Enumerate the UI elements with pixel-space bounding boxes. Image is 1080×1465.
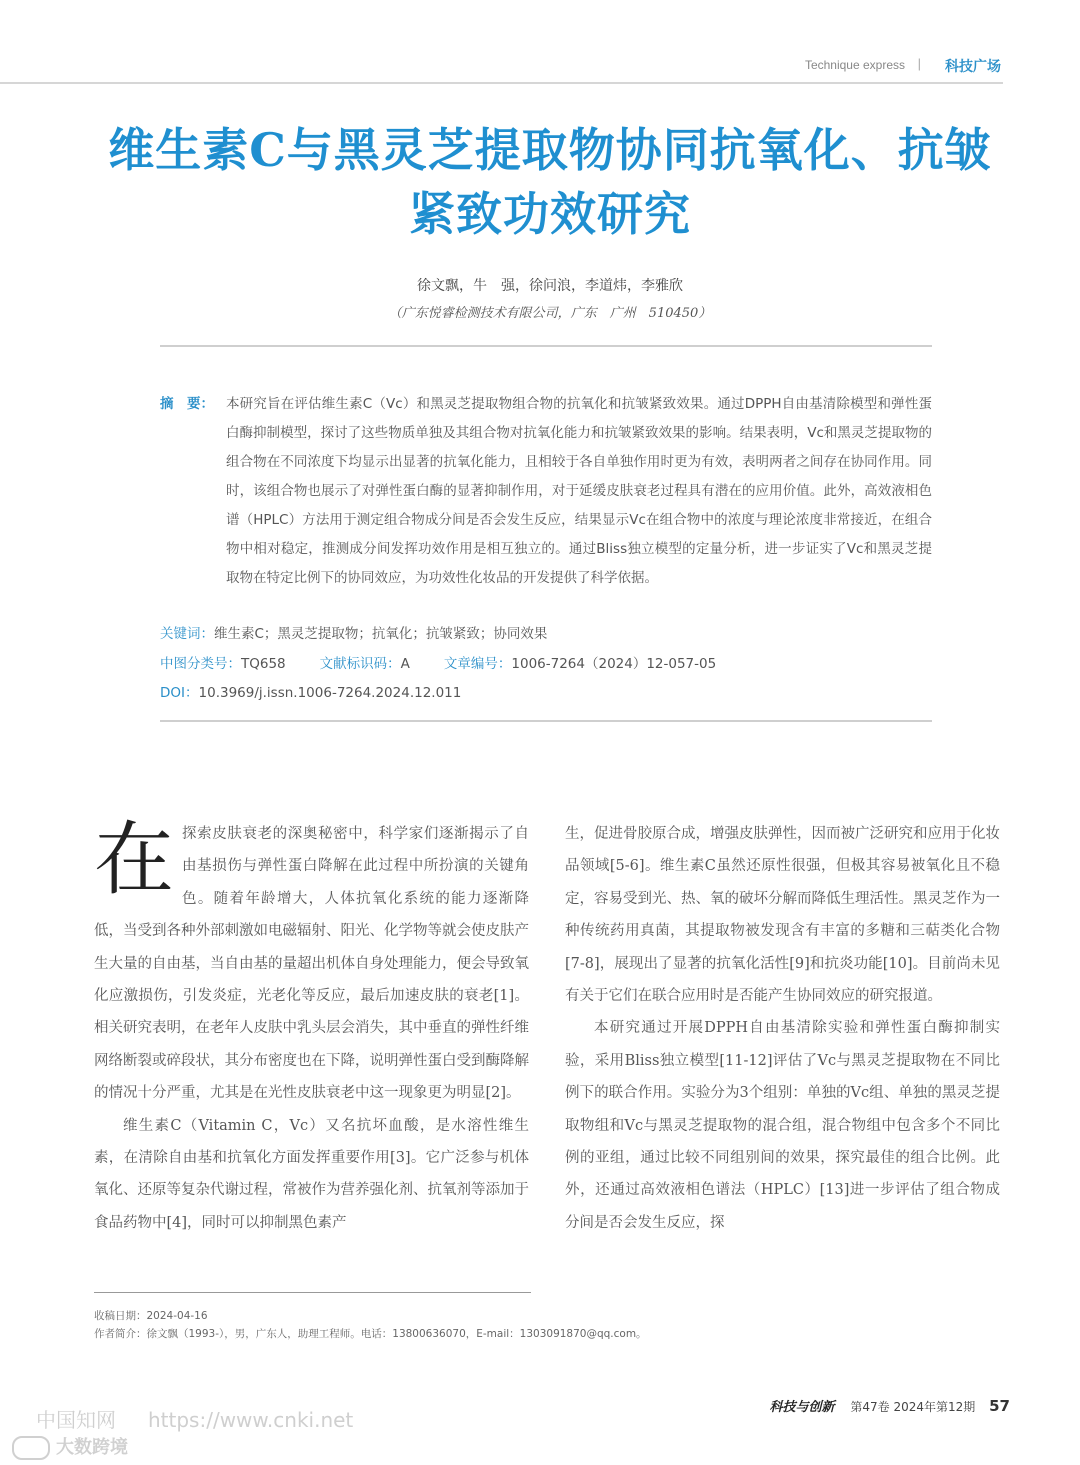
brand-logo-icon [12,1436,50,1460]
page-footer [770,1396,1010,1415]
doi-line [160,681,461,701]
body-column-right [565,818,1000,1239]
clc-label: 中图分类号： [160,656,241,672]
article-number-value: 1006-7264（2024）12-057-05 [511,656,717,672]
footnote-received: 收稿日期：2024-04-16 [94,1310,208,1322]
doc-code-value: A [400,656,410,672]
doi-value[interactable]: 10.3969/j.issn.1006-7264.2024.12.011 [198,685,462,701]
footnote-author: 作者简介：徐文飘（1993-），男，广东人，助理工程师。电话：13800636070，E-mail：1303091870@qq.com。 [94,1328,647,1340]
header-rule [0,82,1003,84]
header-separator: | [917,56,921,71]
drop-cap: 在 [94,813,174,906]
keywords-label: 关键词： [160,626,214,642]
body-paragraph: 生，促进骨胶原合成，增强皮肤弹性，因而被广泛研究和应用于化妆品领域[5-6]。维生素C虽然还原性很强，但极其容易被氧化且不稳定，容易受到光、热、氧的破坏分解而降低生理活性。黑灵芝作为一种传统药用真菌，其提取物被发现含有丰富的多糖和三萜类化合物[7-8]，展现出了显著的抗氧化活性[9]和抗炎功能[10]。目前尚未见有关于它们在联合应用时是否能产生协同效应的研究报道。 [565,826,1000,1005]
watermark-brand [12,1433,128,1460]
keywords [160,622,547,642]
clc-value: TQ658 [241,656,286,672]
title-line-2: 紧致功效研究 [409,187,691,241]
doi-label: DOI： [160,685,199,701]
title-line-1: 维生素C与黑灵芝提取物协同抗氧化、抗皱 [108,123,992,177]
affiliation: （广东悦睿检测技术有限公司，广东 广州 510450） [388,306,712,321]
journal-issue: 2024年第12期 [893,1400,976,1414]
abstract-text: 本研究旨在评估维生素C（Vc）和黑灵芝提取物组合物的抗氧化和抗皱紧致效果。通过DPPH自由基清除模型和弹性蛋白酶抑制模型，探讨了这些物质单独及其组合物对抗氧化能力和抗皱紧致效果的影响。结果表明，Vc和黑灵芝提取物的组合物在不同浓度下均显示出显著的抗氧化能力，且相较于各自单独作用时更为有效，表明两者之间存在协同作用。同时，该组合物也展示了对弹性蛋白酶的显著抑制作用，对于延缓皮肤衰老过程具有潜在的应用价值。此外，高效液相色谱（HPLC）方法用于测定组合物成分间是否会发生反应，结果显示Vc在组合物中的浓度与理论浓度非常接近，在组合物中相对稳定，推测成分间发挥功效作用是相互独立的。通过Bliss独立模型的定量分析，进一步证实了Vc和黑灵芝提取物在特定比例下的协同效应，为功效性化妆品的开发提供了科学依据。 [226,396,932,586]
header-section: 科技广场 [945,59,1001,75]
paper-title [60,118,1040,246]
brand-text: 大数跨境 [56,1437,128,1458]
keywords-text: 维生素C；黑灵芝提取物；抗氧化；抗皱紧致；协同效果 [214,626,548,642]
header-english: Technique express [804,58,905,72]
footnote-rule [94,1292,531,1293]
body-paragraph [94,813,529,1110]
body-paragraph: 维生素C（Vitamin C，Vc）又名抗坏血酸，是水溶性维生素，在清除自由基和抗氧化方面发挥重要作用[3]。它广泛参与机体氧化、还原等复杂代谢过程，常被作为营养强化剂、抗氧剂等添加于食品药物中[4]，同时可以抑制黑色素产 [94,1117,529,1231]
abstract [160,390,932,593]
journal-volume: 第47卷 [850,1400,890,1414]
body-paragraph: 本研究通过开展DPPH自由基清除实验和弹性蛋白酶抑制实验，采用Bliss独立模型[11-12]评估了Vc与黑灵芝提取物在不同比例下的联合作用。实验分为3个组别：单独的Vc组、单独的黑灵芝提取物组和Vc与黑灵芝提取物的混合组，混合物组中包含多个不同比例的亚组，通过比较不同组别间的效果，探究最佳的组合比例。此外，还通过高效液相色谱法（HPLC）[13]进一步评估了组合物成分间是否会发生反应，探 [565,1020,1000,1231]
body-column-left [94,813,529,1239]
abstract-label: 摘 要： [160,396,214,412]
body-text: 探索皮肤衰老的深奥秘密中，科学家们逐渐揭示了自由基损伤与弹性蛋白降解在此过程中所扮演的关键角色。随着年龄增大，人体抗氧化系统的能力逐渐降低，当受到各种外部刺激如电磁辐射、阳光、化学物等就会使皮肤产生大量的自由基，当自由基的量超出机体自身处理能力，便会导致氧化应激损伤，引发炎症，光老化等反应，最后加速皮肤的衰老[1]。相关研究表明，在老年人皮肤中乳头层会消失，其中垂直的弹性纤维网络断裂或碎段状，其分布密度也在下降，说明弹性蛋白受到酶降解的情况十分严重，尤其是在光性皮肤衰老中这一现象更为明显[2]。 [94,826,529,1102]
running-header [0,56,1003,84]
abstract-rule-top [160,345,932,347]
watermark-cnki: 中国知网 [36,1408,116,1432]
watermark-url: https://www.cnki.net [148,1408,354,1432]
classification-line [160,652,716,672]
abstract-rule-bottom [160,720,932,722]
authors: 徐文飘，牛 强，徐问浪，李道炜，李雅欣 [417,278,683,294]
doc-code-label: 文献标识码： [319,656,401,672]
page-number: 57 [989,1397,1010,1415]
article-number-label: 文章编号： [443,656,512,672]
journal-name: 科技与创新 [769,1400,835,1415]
